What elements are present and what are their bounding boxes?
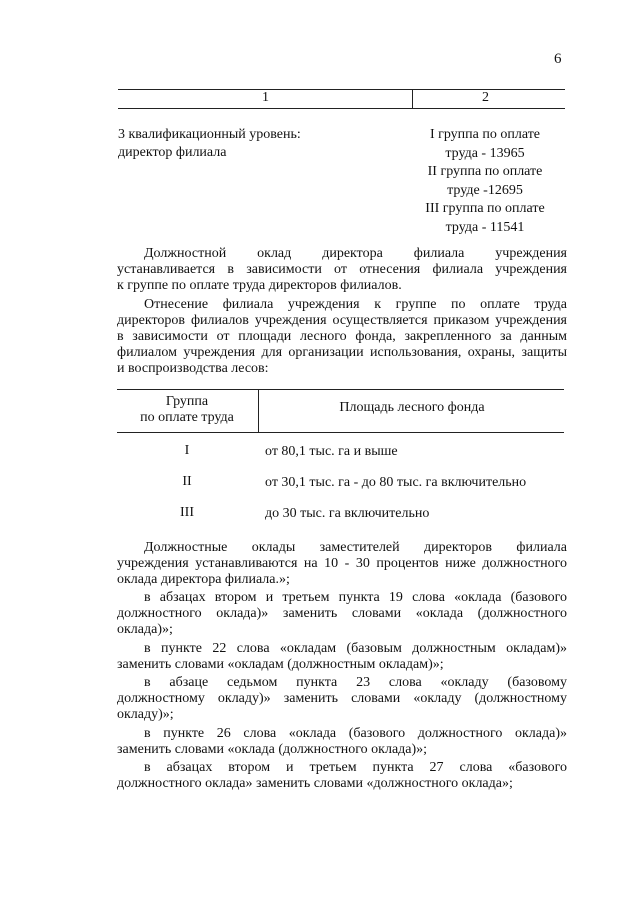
qualification-position: директор филиала <box>118 145 227 160</box>
paragraph-line: в зависимости от площади лесного фонда, закрепленного за данным <box>117 329 567 344</box>
paragraph-line: Должностные оклады заместителей директоров филиала <box>144 540 567 555</box>
group-table-header-group <box>118 394 256 426</box>
paragraph-line: заменить словами «окладам (должностным окладам)»; <box>117 657 444 672</box>
paragraph-deputy-salaries <box>117 540 567 588</box>
qualification-level <box>118 126 301 162</box>
salary-groups <box>410 126 560 237</box>
paragraph-line: устанавливается в зависимости от отнесения филиала учреждения <box>117 262 567 277</box>
group-table-top-rule <box>117 389 564 390</box>
paragraph-line: в абзаце седьмом пункта 23 слова «окладу (базовому <box>144 675 567 690</box>
paragraph-line: филиалом учреждения для организации использования, охраны, защиты <box>117 345 567 360</box>
paragraph-amendment-clause-19 <box>117 590 567 638</box>
paragraph-line: заменить словами «оклада (должностного оклада)»; <box>117 742 428 757</box>
paragraph-line: Должностной оклад директора филиала учреждения <box>144 246 567 261</box>
table-top-rule <box>118 89 565 90</box>
paragraph-line: должностного оклада)» заменить словами «оклада (должностного <box>117 606 567 621</box>
table-header-bottom-rule <box>118 108 565 109</box>
salary-group-line: III группа по оплате <box>425 201 545 216</box>
group-table-row-group: III <box>180 505 194 520</box>
salary-group-line: II группа по оплате <box>427 164 543 179</box>
paragraph-amendment-clause-26 <box>117 726 567 758</box>
salary-group-line: труде -12695 <box>447 182 523 198</box>
paragraph-line: оклада директора филиала.»; <box>117 572 290 587</box>
paragraph-line: в абзацах втором и третьем пункта 27 слова «базового <box>144 760 567 775</box>
group-table-row-area: до 30 тыс. га включительно <box>265 506 430 521</box>
group-table-header-area: Площадь лесного фонда <box>339 400 485 415</box>
paragraph-line: к группе по оплате труда директоров филиалов. <box>117 278 402 293</box>
paragraph-amendment-clause-22 <box>117 641 567 673</box>
group-table-row-group: I <box>184 443 190 458</box>
paragraph-branch-group-assignment <box>117 297 567 377</box>
salary-group-line: труда - 13965 <box>445 145 525 161</box>
table-column-number-1: 1 <box>262 90 269 105</box>
paragraph-line: в пункте 22 слова «окладам (базовым должностным окладам)» <box>144 641 567 656</box>
paragraph-amendment-clause-23 <box>117 675 567 723</box>
paragraph-line: должностному окладу)» заменить словами «окладу (должностному <box>117 691 567 706</box>
paragraph-line: учреждения устанавливаются на 10 - 30 процентов ниже должностного <box>117 556 567 571</box>
paragraph-line: в абзацах втором и третьем пункта 19 слова «оклада (базового <box>144 590 567 605</box>
paragraph-line: в пункте 26 слова «оклада (базового должностного оклада)» <box>144 726 567 741</box>
salary-group-line: I группа по оплате <box>429 127 541 142</box>
salary-group-line: труда - 11541 <box>445 219 525 235</box>
group-table-row-area: от 80,1 тыс. га и выше <box>265 444 398 459</box>
group-table-header-line: Группа <box>165 394 209 409</box>
group-table-row-group: II <box>182 474 192 489</box>
paragraph-director-salary <box>117 246 567 294</box>
paragraph-line: и воспроизводства лесов: <box>117 361 269 376</box>
group-table-row-area: от 30,1 тыс. га - до 80 тыс. га включительно <box>265 475 527 490</box>
group-table-header-line: по оплате труда <box>140 410 234 425</box>
paragraph-amendment-clause-27 <box>117 760 567 792</box>
table-column-number-2: 2 <box>482 90 489 105</box>
table-column-divider <box>412 90 413 108</box>
page-number: 6 <box>554 51 562 67</box>
group-table-column-divider <box>258 390 259 432</box>
paragraph-line: окладу)»; <box>117 707 174 722</box>
group-table-header-rule <box>117 432 564 433</box>
paragraph-line: Отнесение филиала учреждения к группе по оплате труда <box>144 297 567 312</box>
paragraph-line: оклада)»; <box>117 622 173 637</box>
qualification-level-title: 3 квалификационный уровень: <box>118 127 301 142</box>
paragraph-line: должностного оклада» заменить словами «должностного оклада»; <box>117 776 513 791</box>
paragraph-line: директоров филиалов учреждения осуществляется приказом учреждения <box>117 313 567 328</box>
